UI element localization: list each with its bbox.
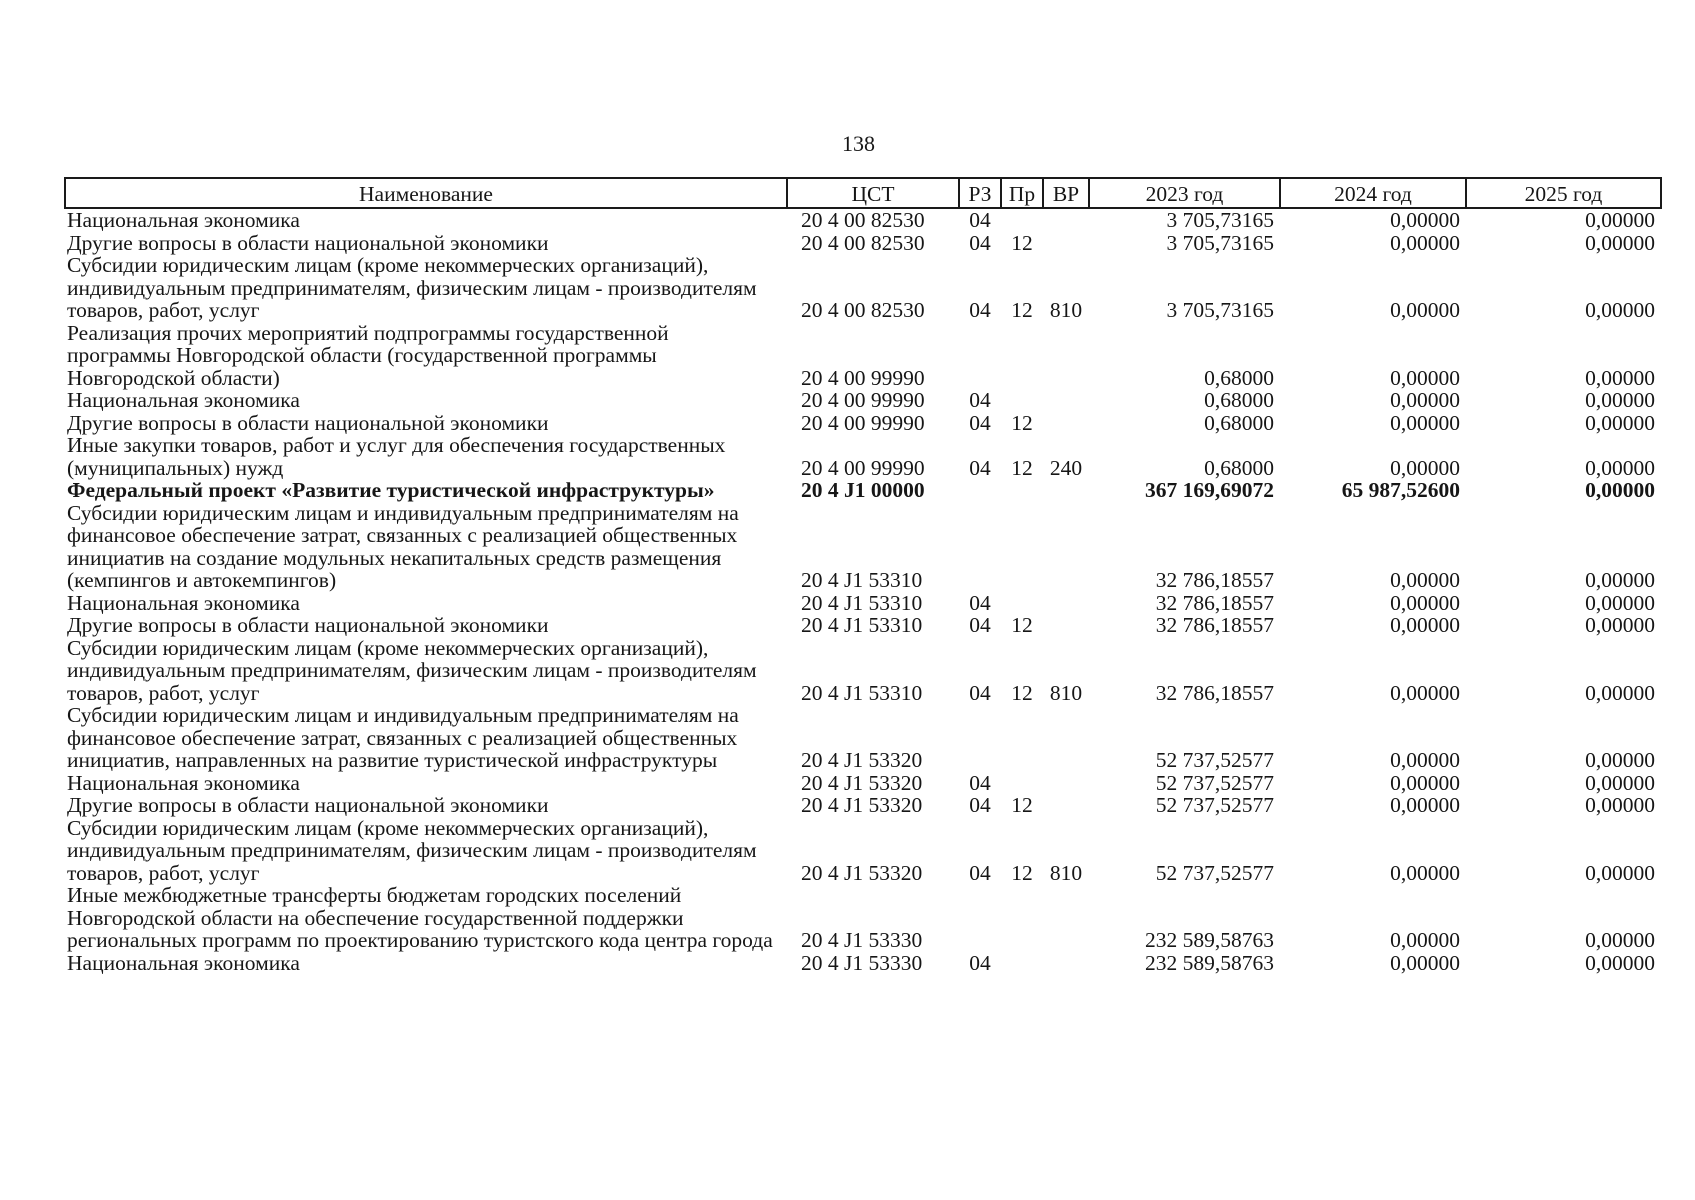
row-cst: 20 4 J1 53310 (801, 590, 923, 615)
row-2024: 0,00000 (1390, 388, 1460, 412)
table-row (65, 614, 1661, 637)
row-pr (1001, 322, 1043, 390)
row-cst: 20 4 J1 53320 (801, 748, 923, 772)
row-rz: 04 (969, 388, 991, 412)
row-cst: 20 4 00 82530 (801, 208, 925, 232)
row-cst: 20 4 00 99990 (801, 410, 925, 435)
row-cst: 20 4 00 82530 (801, 298, 925, 322)
row-2023: 52 737,52577 (1155, 770, 1274, 795)
row-2025: 0,00000 (1585, 568, 1655, 592)
row-2025: 0,00000 (1585, 748, 1655, 772)
row-vr: 810 (1049, 680, 1083, 705)
row-vr (1043, 952, 1089, 975)
row-name: Национальная экономика (67, 950, 300, 975)
row-2025: 0,00000 (1585, 298, 1655, 322)
row-2025: 0,00000 (1585, 230, 1655, 255)
row-cst: 20 4 J1 00000 (801, 478, 925, 502)
row-cst: 20 4 J1 53320 (801, 793, 923, 817)
row-2023: 0,68000 (1204, 388, 1274, 412)
row-2025: 0,00000 (1585, 793, 1655, 817)
row-pr: 12 (1011, 613, 1033, 637)
row-cst: 20 4 00 82530 (801, 230, 925, 255)
row-2024: 0,00000 (1390, 590, 1460, 615)
row-rz (959, 322, 1001, 390)
row-2023: 32 786,18557 (1155, 590, 1274, 615)
row-pr (1001, 502, 1043, 592)
row-2024: 0,00000 (1390, 298, 1460, 322)
row-rz (959, 479, 1001, 502)
table-row (65, 254, 1661, 322)
row-pr: 12 (1011, 298, 1033, 322)
row-vr (1043, 592, 1089, 615)
header-2025: 2025 год (1466, 178, 1661, 208)
row-rz: 04 (969, 590, 991, 615)
table-row (65, 884, 1661, 952)
row-name: Субсидии юридическим лицам и индивидуальным предпринимателям на финансовое обеспечение затрат, связанных с реализацией общественных инициатив, направленных на развитие туристической инфраструктуры (67, 703, 739, 772)
row-cst: 20 4 J1 53310 (801, 568, 923, 592)
row-2023: 52 737,52577 (1155, 748, 1274, 772)
row-pr: 12 (1011, 410, 1033, 435)
row-cst: 20 4 00 99990 (801, 455, 925, 480)
row-rz (959, 884, 1001, 952)
row-name: Другие вопросы в области национальной экономики (67, 410, 549, 435)
row-cst: 20 4 J1 53320 (801, 770, 923, 795)
row-vr (1043, 794, 1089, 817)
header-cst: ЦСТ (787, 178, 959, 208)
row-2023: 0,68000 (1204, 365, 1274, 390)
row-name: Субсидии юридическим лицам (кроме некоммерческих организаций), индивидуальным предпринимателям, физическим лицам - производителям товаров, работ, услуг (67, 253, 757, 322)
row-2023: 52 737,52577 (1155, 793, 1274, 817)
row-pr: 12 (1011, 455, 1033, 480)
row-vr: 240 (1049, 455, 1083, 480)
row-2023: 367 169,69072 (1145, 478, 1274, 502)
row-2023: 3 705,73165 (1166, 230, 1274, 255)
row-vr: 810 (1049, 860, 1083, 885)
row-2025: 0,00000 (1585, 365, 1655, 390)
row-name: Другие вопросы в области национальной экономики (67, 230, 549, 255)
row-2024: 0,00000 (1390, 613, 1460, 637)
row-2024: 0,00000 (1390, 455, 1460, 480)
row-vr (1043, 389, 1089, 412)
row-cst: 20 4 00 99990 (801, 388, 925, 412)
row-2025: 0,00000 (1585, 860, 1655, 885)
row-name: Иные межбюджетные трансферты бюджетам городских поселений Новгородской области на обеспечение государственной поддержки региональных программ по проектированию туристского кода центра города (67, 883, 773, 952)
row-2024: 0,00000 (1390, 568, 1460, 592)
header-rz: РЗ (959, 178, 1001, 208)
budget-table (64, 177, 1662, 974)
row-rz (959, 704, 1001, 772)
row-rz: 04 (969, 298, 991, 322)
row-2023: 232 589,58763 (1145, 950, 1274, 975)
row-rz: 04 (969, 455, 991, 480)
row-2023: 32 786,18557 (1155, 680, 1274, 705)
row-2024: 0,00000 (1390, 230, 1460, 255)
row-2025: 0,00000 (1585, 388, 1655, 412)
header-vr: ВР (1043, 178, 1089, 208)
row-pr: 12 (1011, 680, 1033, 705)
table-row (65, 592, 1661, 615)
table-body (65, 208, 1661, 974)
row-name: Реализация прочих мероприятий подпрограммы государственной программы Новгородской области (государственной программы Новгородской области) (67, 320, 669, 390)
page-number: 138 (842, 131, 875, 156)
table-row (65, 794, 1661, 817)
row-2025: 0,00000 (1585, 680, 1655, 705)
row-2025: 0,00000 (1585, 613, 1655, 637)
row-2023: 0,68000 (1204, 455, 1274, 480)
table-row (65, 772, 1661, 795)
table-row (65, 412, 1661, 435)
row-name: Федеральный проект «Развитие туристической инфраструктуры» (67, 478, 715, 502)
row-cst: 20 4 J1 53310 (801, 613, 923, 637)
row-name: Иные закупки товаров, работ и услуг для обеспечения государственных (муниципальных) нужд (67, 433, 726, 480)
row-name: Национальная экономика (67, 388, 300, 412)
row-rz: 04 (969, 680, 991, 705)
table-row (65, 322, 1661, 390)
header-2024: 2024 год (1280, 178, 1466, 208)
table-row (65, 208, 1661, 232)
row-rz (959, 502, 1001, 592)
row-name: Национальная экономика (67, 208, 300, 232)
row-pr (1001, 592, 1043, 615)
row-pr (1001, 389, 1043, 412)
row-rz: 04 (969, 613, 991, 637)
row-2024: 0,00000 (1390, 793, 1460, 817)
table-row (65, 232, 1661, 255)
table-row (65, 502, 1661, 592)
row-2025: 0,00000 (1585, 928, 1655, 952)
row-2023: 232 589,58763 (1145, 928, 1274, 952)
table-row (65, 434, 1661, 479)
row-2025: 0,00000 (1585, 410, 1655, 435)
row-cst: 20 4 J1 53330 (801, 928, 923, 952)
row-pr (1001, 772, 1043, 795)
row-rz: 04 (969, 208, 991, 232)
row-2024: 0,00000 (1390, 365, 1460, 390)
row-pr (1001, 704, 1043, 772)
row-rz: 04 (969, 950, 991, 975)
row-vr (1043, 479, 1089, 502)
row-2023: 32 786,18557 (1155, 568, 1274, 592)
row-cst: 20 4 J1 53310 (801, 680, 923, 705)
row-pr (1001, 208, 1043, 232)
row-vr (1043, 208, 1089, 232)
row-pr: 12 (1011, 230, 1033, 255)
row-2025: 0,00000 (1585, 950, 1655, 975)
header-name: Наименование (65, 178, 787, 208)
row-name: Субсидии юридическим лицам и индивидуальным предпринимателям на финансовое обеспечение затрат, связанных с реализацией общественных инициатив на создание модульных некапитальных средств размещения (кемпингов и автокемпингов) (67, 500, 739, 592)
table-header (65, 178, 1661, 208)
header-pr: Пр (1001, 178, 1043, 208)
table-row (65, 704, 1661, 772)
table-row (65, 637, 1661, 705)
row-2023: 32 786,18557 (1155, 613, 1274, 637)
row-2024: 0,00000 (1390, 860, 1460, 885)
row-rz: 04 (969, 793, 991, 817)
row-vr (1043, 322, 1089, 390)
row-2023: 0,68000 (1204, 410, 1274, 435)
row-vr (1043, 502, 1089, 592)
row-vr (1043, 412, 1089, 435)
table-row (65, 479, 1661, 502)
row-2025: 0,00000 (1585, 590, 1655, 615)
row-2025: 0,00000 (1585, 770, 1655, 795)
row-vr (1043, 772, 1089, 795)
row-name: Субсидии юридическим лицам (кроме некоммерческих организаций), индивидуальным предпринимателям, физическим лицам - производителям товаров, работ, услуг (67, 815, 757, 885)
row-name: Национальная экономика (67, 770, 300, 795)
row-rz: 04 (969, 410, 991, 435)
header-2023: 2023 год (1089, 178, 1280, 208)
row-name: Национальная экономика (67, 590, 300, 615)
row-2024: 0,00000 (1390, 748, 1460, 772)
row-2023: 3 705,73165 (1166, 298, 1274, 322)
row-cst: 20 4 J1 53320 (801, 860, 923, 885)
row-pr (1001, 479, 1043, 502)
row-2024: 0,00000 (1390, 680, 1460, 705)
row-vr (1043, 232, 1089, 255)
row-vr (1043, 884, 1089, 952)
table-row (65, 817, 1661, 885)
row-2025: 0,00000 (1585, 208, 1655, 232)
row-2024: 0,00000 (1390, 410, 1460, 435)
row-2024: 0,00000 (1390, 208, 1460, 232)
row-pr: 12 (1011, 860, 1033, 885)
row-2024: 0,00000 (1390, 770, 1460, 795)
row-2023: 52 737,52577 (1155, 860, 1274, 885)
row-rz: 04 (969, 230, 991, 255)
row-2025: 0,00000 (1585, 478, 1655, 502)
row-2023: 3 705,73165 (1166, 208, 1274, 232)
row-2024: 0,00000 (1390, 950, 1460, 975)
row-name: Другие вопросы в области национальной экономики (67, 613, 549, 637)
row-rz: 04 (969, 770, 991, 795)
row-vr (1043, 704, 1089, 772)
row-2025: 0,00000 (1585, 455, 1655, 480)
row-vr (1043, 614, 1089, 637)
row-pr (1001, 884, 1043, 952)
row-name: Другие вопросы в области национальной экономики (67, 793, 549, 817)
row-cst: 20 4 00 99990 (801, 365, 925, 390)
row-name: Субсидии юридическим лицам (кроме некоммерческих организаций), индивидуальным предпринимателям, физическим лицам - производителям товаров, работ, услуг (67, 635, 757, 705)
row-pr: 12 (1011, 793, 1033, 817)
row-cst: 20 4 J1 53330 (801, 950, 923, 975)
table-row (65, 952, 1661, 975)
row-pr (1001, 952, 1043, 975)
row-2024: 0,00000 (1390, 928, 1460, 952)
row-2024: 65 987,52600 (1341, 478, 1460, 502)
row-vr: 810 (1049, 298, 1083, 322)
table-row (65, 389, 1661, 412)
row-rz: 04 (969, 860, 991, 885)
